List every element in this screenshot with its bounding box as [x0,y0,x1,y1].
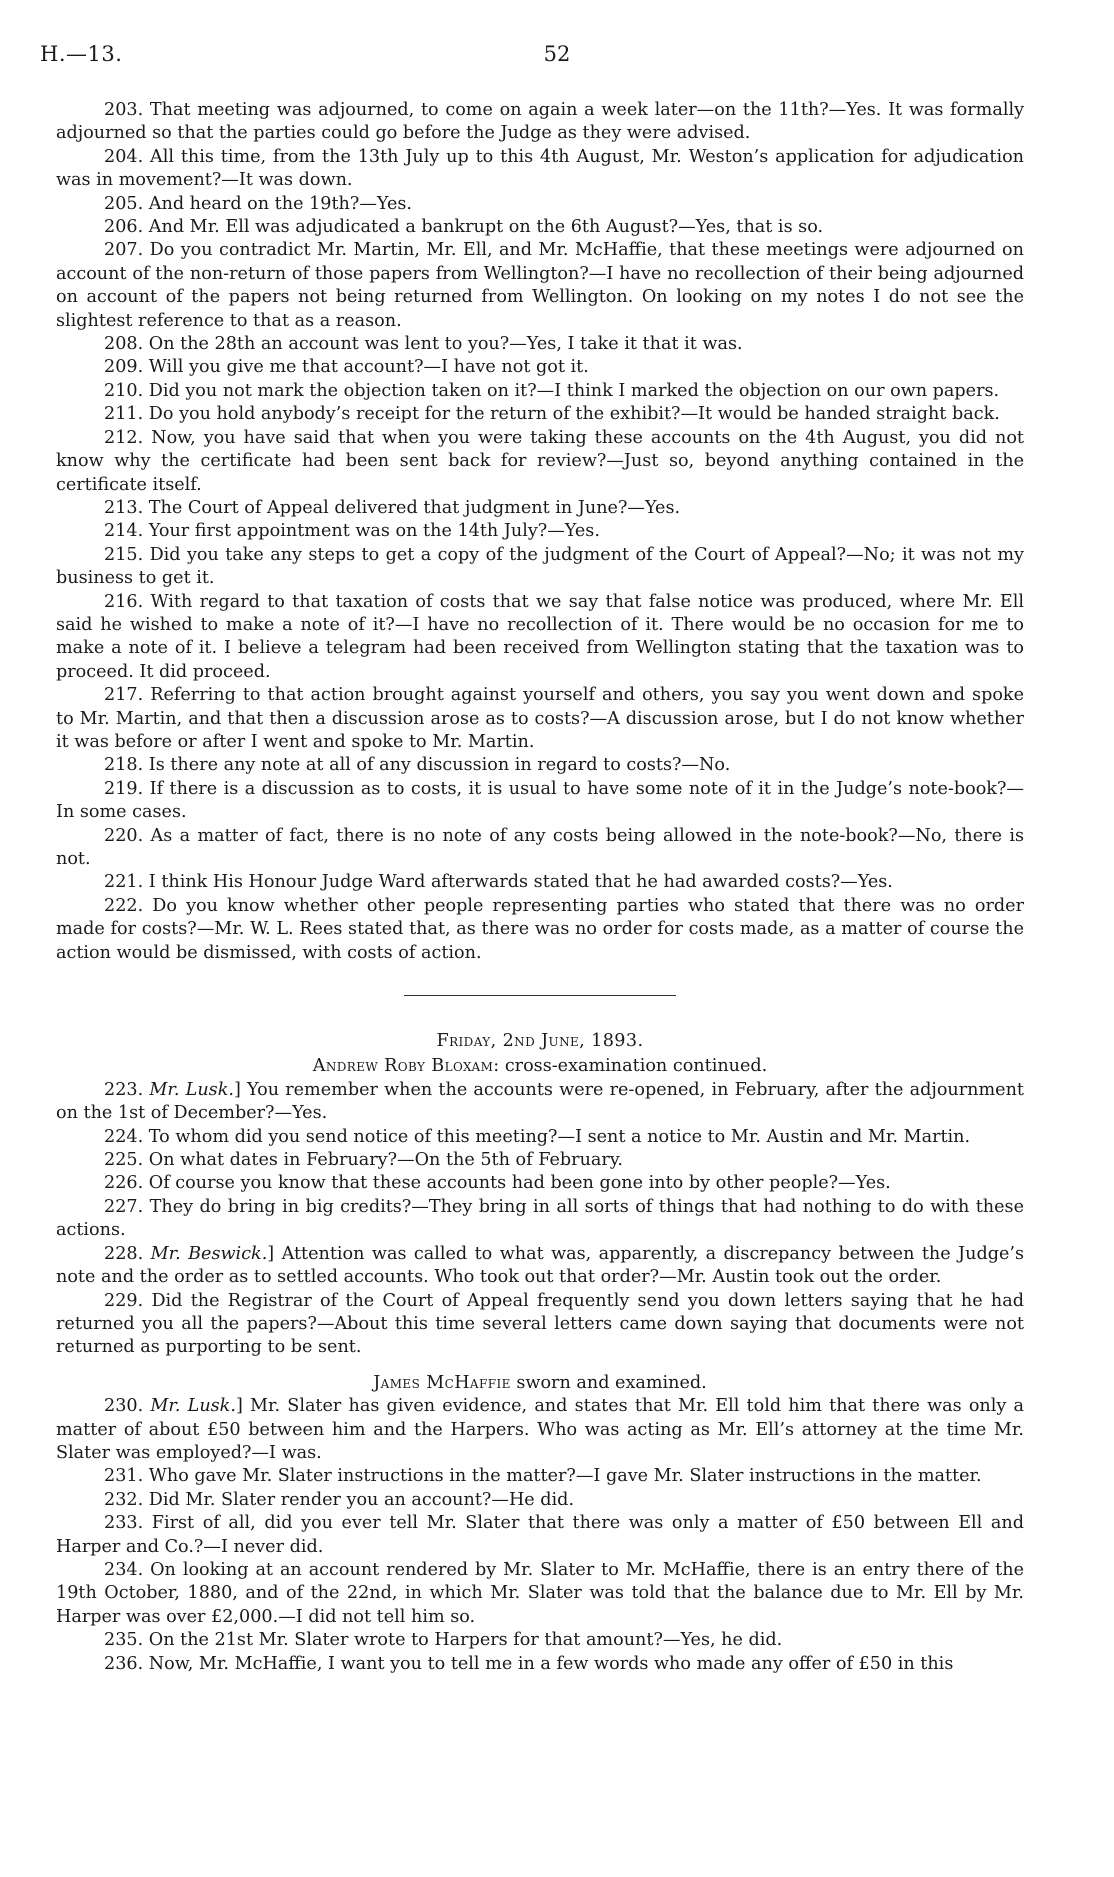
question-number: 225. [104,1150,144,1171]
question-paragraph [56,1489,1024,1512]
page-number: 52 [543,42,571,66]
question-number: 222. [104,895,144,916]
witness-status: : cross-examination continued. [493,1056,768,1077]
question-paragraph [56,895,1024,965]
question-paragraph [56,333,1024,356]
question-text: First of all, did you ever tell Mr. Slater that there was only a matter of £50 between Ell and Harper and Co.?—I never did. [56,1513,1024,1557]
question-number: 233. [104,1513,144,1534]
question-number: 220. [104,825,144,846]
question-paragraph [56,684,1024,754]
question-paragraph [56,497,1024,520]
question-text: Do you hold anybody’s receipt for the return of the exhibit?—It would be handed straight back. [148,404,1000,425]
question-text: On the 21st Mr. Slater wrote to Harpers for that amount?—Yes, he did. [148,1630,783,1651]
question-text: All this time, from the 13th July up to this 4th August, Mr. Weston’s application for adjudication was in movement?—It was down. [56,146,1024,191]
question-text: On what dates in February?—On the 5th of February. [148,1150,623,1171]
question-number: 229. [104,1290,144,1311]
question-number: 223. [104,1079,144,1100]
question-paragraph [56,825,1024,872]
question-text: ] You remember when the accounts were re-opened, in February, after the adjournment on the 1st of December?—Yes. [56,1079,1024,1124]
question-number: 235. [104,1630,144,1651]
speaker-name: Mr. Beswick. [150,1243,268,1264]
question-paragraph [56,520,1024,543]
question-number: 211. [104,404,144,425]
question-paragraph [56,1243,1024,1290]
question-paragraph [56,778,1024,825]
question-number: 214. [104,521,144,542]
question-text: Do you contradict Mr. Martin, Mr. Ell, and Mr. McHaffie, that these meetings were adjourned on account of the non-return of those papers from Wellington?—I have no recollection of their being adjourned on account of the papers not being returned from Wellington. On looking on my notes I do not see the slightest reference to that as a reason. [56,240,1024,331]
question-paragraph [56,754,1024,777]
question-text: Now, you have said that when you were taking these accounts on the 4th August, you did not know why the certificate had been sent back for review?—Just so, beyond anything contained in the certificate itself. [56,427,1024,495]
question-number: 236. [104,1653,144,1674]
question-text: Did you not mark the objection taken on it?—I think I marked the objection on our own papers. [148,380,1000,401]
witness-status: sworn and examined. [510,1372,707,1393]
question-paragraph [56,99,1024,146]
question-paragraph [56,146,1024,193]
question-paragraph [56,1172,1024,1195]
question-text: They do bring in big credits?—They bring in all sorts of things that had nothing to do with these actions. [56,1196,1024,1241]
question-text: On looking at an account rendered by Mr. Slater to Mr. McHaffie, there is an entry there of the 19th October, 1880, and of the 22nd, in which Mr. Slater was told that the balance due to Mr. Ell by Mr. Harper was over £2,000.—I did not tell him so. [56,1559,1024,1627]
question-number: 215. [104,544,144,565]
question-text: Do you know whether other people representing parties who stated that there was no order made for costs?—Mr. W. L. Rees stated that, as there was no order for costs made, as a matter of course the action would be dismissed, with costs of action. [56,895,1025,963]
minutes-section-2 [56,1079,1024,1360]
question-number: 226. [104,1173,144,1194]
question-number: 221. [104,872,144,893]
question-text: Did Mr. Slater render you an account?—He did. [148,1489,575,1510]
question-number: 224. [104,1126,144,1147]
question-paragraph [56,1126,1024,1149]
question-paragraph [56,403,1024,426]
date-heading: Friday, 2nd June, 1893. [436,1031,644,1052]
question-number: 232. [104,1489,144,1510]
question-text: ] Attention was called to what was, apparently, a discrepancy between the Judge’s note and the order as to settled accounts. Who took out that order?—Mr. Austin took out the order. [56,1243,1025,1288]
question-paragraph [56,1196,1024,1243]
question-paragraph [56,1465,1024,1488]
question-paragraph [56,591,1024,685]
question-number: 230. [104,1396,144,1417]
speaker-name: Mr. Lusk. [149,1079,234,1100]
witness-heading-2 [56,1372,1024,1395]
question-number: 210. [104,380,144,401]
witness-heading-1 [56,1055,1024,1078]
question-text: Who gave Mr. Slater instructions in the matter?—I gave Mr. Slater instructions in the matter. [148,1466,982,1487]
question-paragraph [56,544,1024,591]
question-number: 213. [104,497,144,518]
question-number: 206. [104,217,144,238]
question-number: 207. [104,240,144,261]
question-paragraph [56,239,1024,333]
document-reference: H.—13. [40,42,123,66]
question-text: Now, Mr. McHaffie, I want you to tell me in a few words who made any offer of £50 in this [148,1653,954,1674]
speaker-name: Mr. Lusk. [150,1396,236,1417]
question-number: 227. [104,1196,144,1217]
question-number: 217. [104,685,144,706]
question-paragraph [56,1653,1024,1676]
question-number: 204. [104,146,144,167]
section-divider [404,995,676,996]
question-number: 212. [104,427,144,448]
question-number: 219. [104,778,144,799]
question-paragraph [56,1079,1024,1126]
question-number: 203. [104,100,144,120]
question-text: Did the Registrar of the Court of Appeal frequently send you down letters saying that he had returned you all the papers?—About this time several letters came down saying that documents were not returned as purporting to be sent. [56,1290,1024,1358]
question-paragraph [56,1559,1024,1629]
question-text: Did you take any steps to get a copy of the judgment of the Court of Appeal?—No; it was not my business to get it. [56,544,1025,589]
question-text: To whom did you send notice of this meeting?—I sent a notice to Mr. Austin and Mr. Martin. [148,1126,971,1147]
question-paragraph [56,1395,1024,1465]
question-number: 205. [104,193,144,214]
question-text: And Mr. Ell was adjudicated a bankrupt on the 6th August?—Yes, that is so. [148,217,824,238]
question-text: That meeting was adjourned, to come on again a week later—on the 11th?—Yes. It was formally adjourned so that the parties could go before the Judge as they were advised. [56,100,1025,144]
question-text: As a matter of fact, there is no note of any costs being allowed in the note-book?—No, there is not. [56,825,1025,869]
question-text: Your first appointment was on the 14th July?—Yes. [148,521,600,542]
question-text: If there is a discussion as to costs, it is usual to have some note of it in the Judge’s note-book?—In some cases. [56,778,1024,823]
question-text: Referring to that action brought against yourself and others, you say you went down and spoke to Mr. Martin, and that then a discussion arose as to costs?—A discussion arose, but I do not know whether it was before or after I went and spoke to Mr. Martin. [56,685,1025,752]
question-text: Will you give me that account?—I have not got it. [148,357,589,378]
question-number: 228. [104,1243,144,1264]
question-number: 218. [104,755,144,776]
page-header [40,42,1074,72]
minutes-section-1 [56,99,1024,965]
question-text: And heard on the 19th?—Yes. [148,193,413,214]
question-text: The Court of Appeal delivered that judgment in June?—Yes. [148,497,681,518]
question-text: I think His Honour Judge Ward afterwards stated that he had awarded costs?—Yes. [148,872,893,893]
document-body [56,99,1024,1676]
question-paragraph [56,427,1024,497]
question-text: Of course you know that these accounts had been gone into by other people?—Yes. [148,1173,891,1194]
witness-name: Andrew Roby Bloxam [312,1056,494,1077]
question-paragraph [56,1290,1024,1360]
question-paragraph [56,380,1024,403]
question-paragraph [56,1149,1024,1172]
question-number: 231. [104,1466,144,1487]
question-number: 234. [104,1559,144,1580]
minutes-section-3 [56,1395,1024,1676]
question-paragraph [56,1629,1024,1652]
question-paragraph [56,1512,1024,1559]
question-text: Is there any note at all of any discussion in regard to costs?—No. [148,755,731,776]
question-number: 216. [104,591,144,612]
question-paragraph [56,871,1024,894]
question-text: ] Mr. Slater has given evidence, and states that Mr. Ell told him that there was only a matter of about £50 between him and the Harpers. Who was acting as Mr. Ell’s attorney at the time Mr. Slater was employed?—I was. [56,1396,1025,1463]
question-paragraph [56,193,1024,216]
question-number: 209. [104,357,144,378]
question-paragraph [56,356,1024,379]
question-text: With regard to that taxation of costs that we say that false notice was produced, where Mr. Ell said he wished to make a note of it?—I have no recollection of it. There would be no occasion for me to make a note of it. I believe a telegram had been received from Wellington stating that the taxation was to proceed. It did proceed. [56,591,1025,682]
question-text: On the 28th an account was lent to you?—Yes, I take it that it was. [148,334,743,355]
witness-name: James McHaffie [373,1372,511,1393]
question-paragraph [56,216,1024,239]
question-number: 208. [104,334,144,355]
